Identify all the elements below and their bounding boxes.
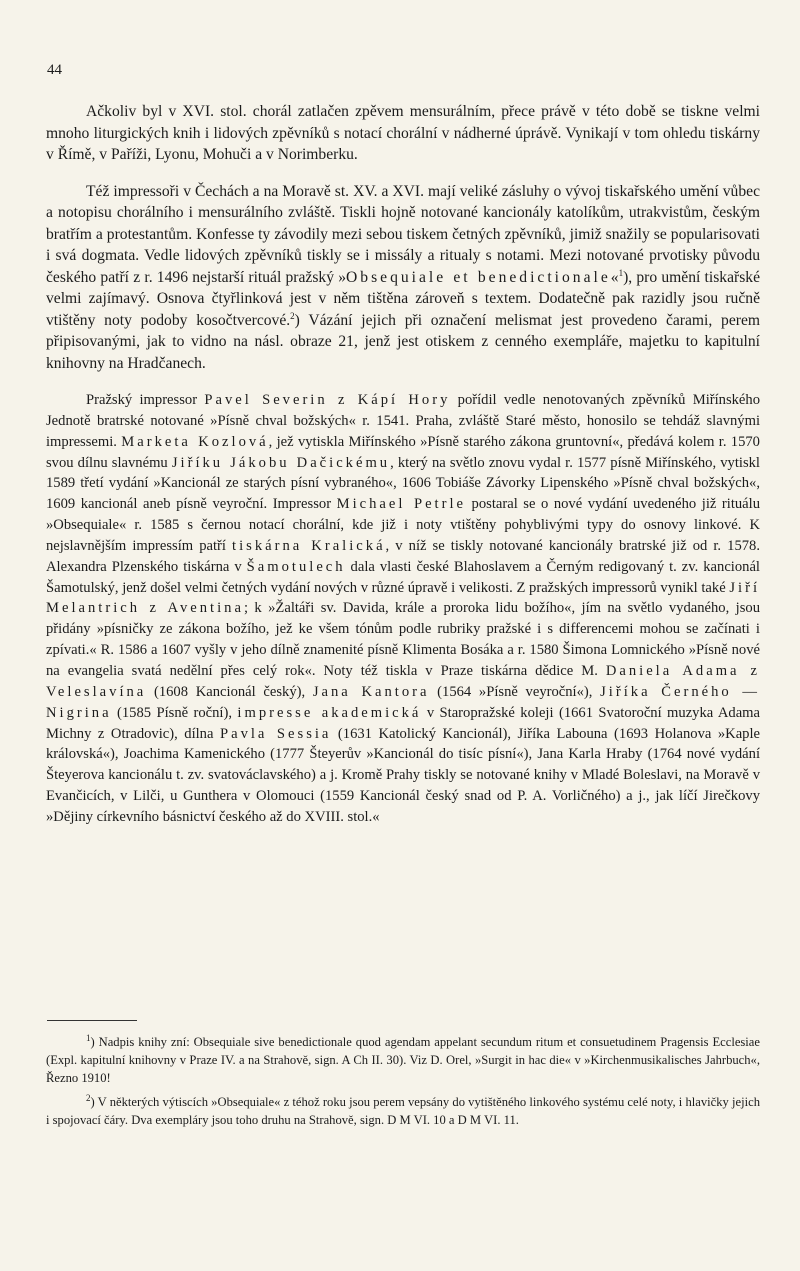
footnotes: [46, 1033, 760, 1135]
page-number: 44: [47, 62, 62, 78]
paragraph-text: , v níž se tiskly notované kancionály bratrské již od r. 1578. Alexandra Plzenského tiskárna v: [46, 537, 760, 575]
footnote-marker: 1: [86, 1032, 91, 1043]
footnote-2: [46, 1093, 760, 1129]
paragraph-text: ), pro umění tiskařské velmi zajímavý. Osnova čtyřlinková jest v něm tištěna zároveň s textem. Dodatečně pak razidly jsou ručně vtištěny noty podoby kosočtvercové.: [46, 268, 760, 329]
spaced-name: Jana Kantora: [312, 683, 430, 700]
spaced-name: Marketa Kozlová: [121, 433, 269, 450]
paragraph-text: ; k »Žaltáři sv. Davida, krále a proroka lidu božího«, jím na světlo vydaného, jsou přidány »písničky ze zákona božího, jež ke všem tónům podle rubriky pražské i s differencemi mohou se začínati i zpívati.« R. 1586 a 1607 vyšly v jeho dílně znamenité písně Klimenta Bosáka a r. 1580 Šimona Lomnického »Písně nové na evangelia svatá nedělní přes celý rok«. Noty též tiskla v Praze tiskárna dědice M.: [46, 600, 761, 679]
paragraph-text: , jež vytiskla Miřínského »Písně starého zákona gruntovní«, předává kolem r. 1570 svou dílnu slavnému: [46, 433, 760, 471]
paragraph-prague-impressors: [46, 390, 760, 828]
paragraph-text: v Staropražské koleji (1661 Svatoroční muzyka Adama Michny z Otradovic), dílna: [46, 704, 761, 742]
footnote-text: ) Nadpis knihy zní: Obsequiale sive benedictionale quod agendam appelant secundum ritum et consuetudinem Pragensis Ecclesiae (Expl. kapitulní knihovny v Praze IV. a na Strahově, sign. A Ch II. 30). Viz D. Orel, »Surgit in hac die« v »Kirchenmusikalisches Jahrbuch«, Řezno 1910!: [46, 1035, 760, 1085]
paragraph-text: , který na světlo znovu vydal r. 1577 písně Miřínského, vytiskl 1589 třetí vydání »Kancionál ze starých písní vybraného«, 1606 Tobiáše Závorky Lipenského »Písně chval božských«, 1609 kancionál aneb písně veyroční. Impressor: [46, 454, 760, 513]
footnote-1: [46, 1033, 760, 1087]
spaced-name: Šamotulech: [246, 558, 346, 575]
paragraph-text: «: [610, 268, 619, 286]
paragraph-text: Pražský impressor: [86, 392, 205, 408]
paragraph-text: Též impressoři v Čechách a na Moravě st. XV. a XVI. mají veliké zásluhy o vývoj tiskařského umění vůbec a notopisu chorálního i mensurálního zvláště. Tiskli hojně notované kancionály katolíkům, utrakvistům, českým bratřím a protestantům. Konfesse ty závodily mezi sebou tiskem četných zpěvníků, jimiž snažily se popularisovati i svá dogmata. Vedle lidových zpěvníků tiskly se i missály a ritualy s notami. Mezi notované prvotisky původu českého patří z r. 1496 nejstarší rituál pražský »: [46, 182, 760, 286]
paragraph-text: (1608 Kancionál český),: [146, 683, 313, 700]
spaced-name: Jiříku Jákobu Dačickému: [171, 454, 391, 471]
footnote-marker: 2: [86, 1092, 91, 1103]
footnote-ref-2: 2: [290, 310, 295, 321]
footnote-text: ) V některých výtiscích »Obsequiale« z téhož roku jsou perem vepsány do vytištěného linkového systému celé noty, i hlavičky jejich i spojovací čáry. Dva exempláry jsou toho druhu na Strahově, sign. D M VI. 10 a D M VI. 11.: [46, 1095, 760, 1127]
paragraph-text: postaral se o nové vydání uvedeného již rituálu »Obsequiale« r. 1585 s černou notací chorální, kde již i noty vtištěny pohyblivými typy do osnovy linkové. K nejslavnějším impressím patří: [46, 496, 760, 554]
spaced-name: Daniela Adama z Veleslavína: [46, 662, 760, 700]
paragraph-text: pořídil vedle nenotovaných zpěvníků Miřínského Jednotě bratrské notované »Písně chval božských« r. 1541. Praha, zvláště Staré město, honosilo se tehdáž slavnými impressemi.: [46, 392, 761, 450]
spaced-name: Pavla Sessia: [219, 725, 332, 742]
paragraph-text: (1564 »Písně veyroční«),: [429, 683, 601, 700]
spaced-name: tiskárna Kralická: [232, 537, 386, 554]
body-text: [46, 101, 760, 828]
paragraph-text: ) Vázání jejich při označení melismat jest provedeno čarami, perem připisovanými, jak to vidno na násl. obraze 21, jenž jest otiskem z cenného exempláře, majetku to kapitulní knihovny na Hradčanech.: [46, 311, 760, 372]
paragraph-text: (1631 Katolický Kancionál), Jiříka Labouna (1693 Holanova »Kaple královská«), Joachima Kamenického (1777 Šteyerův »Kancionál do tisíc písní«), Jana Karla Hraby (1764 nové vydání Šteyerova kancionálu t. zv. svatováclavského) a j. Kromě Prahy tiskly se notované knihy v Mladé Boleslavi, na Moravě v Evančicích, v Lilči, u Gunthera v Olomouci (1559 Kancionál český snad od P. A. Vorličného) a j., jak líčí Jirečkovy »Dějiny církevního básnictví českého až do XVIII. stol.«: [46, 725, 760, 825]
spaced-name: Pavel Severin z Kápí Hory: [204, 392, 451, 408]
footnote-divider: [47, 1020, 137, 1021]
spaced-name: impresse akademická: [237, 704, 422, 721]
paragraph-text: (1585 Písně roční),: [111, 704, 238, 721]
obsequiale-title: Obsequiale et benedictionale: [346, 268, 611, 286]
spaced-name: Michael Petrle: [336, 496, 467, 513]
spaced-name: Jiří Melantrich z Aventina: [46, 579, 760, 617]
paragraph-text: dala vlasti české Blahoslavem a Černým redigovaný t. zv. kancionál Šamotulský, jenž došel velmi četných vydání nových v různé úpravě i velikosti. Z pražských impressorů vynikl také: [46, 558, 760, 596]
paragraph-czech-printers: [46, 181, 760, 375]
paragraph-chant-printing: Ačkoliv byl v XVI. stol. chorál zatlačen zpěvem mensurálním, přece právě v této době se tiskne velmi mnoho liturgických knih i lidových zpěvníků s notací chorální v nádherné úprávě. Vynikají v tom ohledu tiskárny v Římě, v Paříži, Lyonu, Mohuči a v Norimberku.: [46, 103, 760, 163]
spaced-name: Jiříka Černého — Nigrina: [46, 683, 760, 721]
footnote-ref-1: 1: [618, 267, 624, 278]
